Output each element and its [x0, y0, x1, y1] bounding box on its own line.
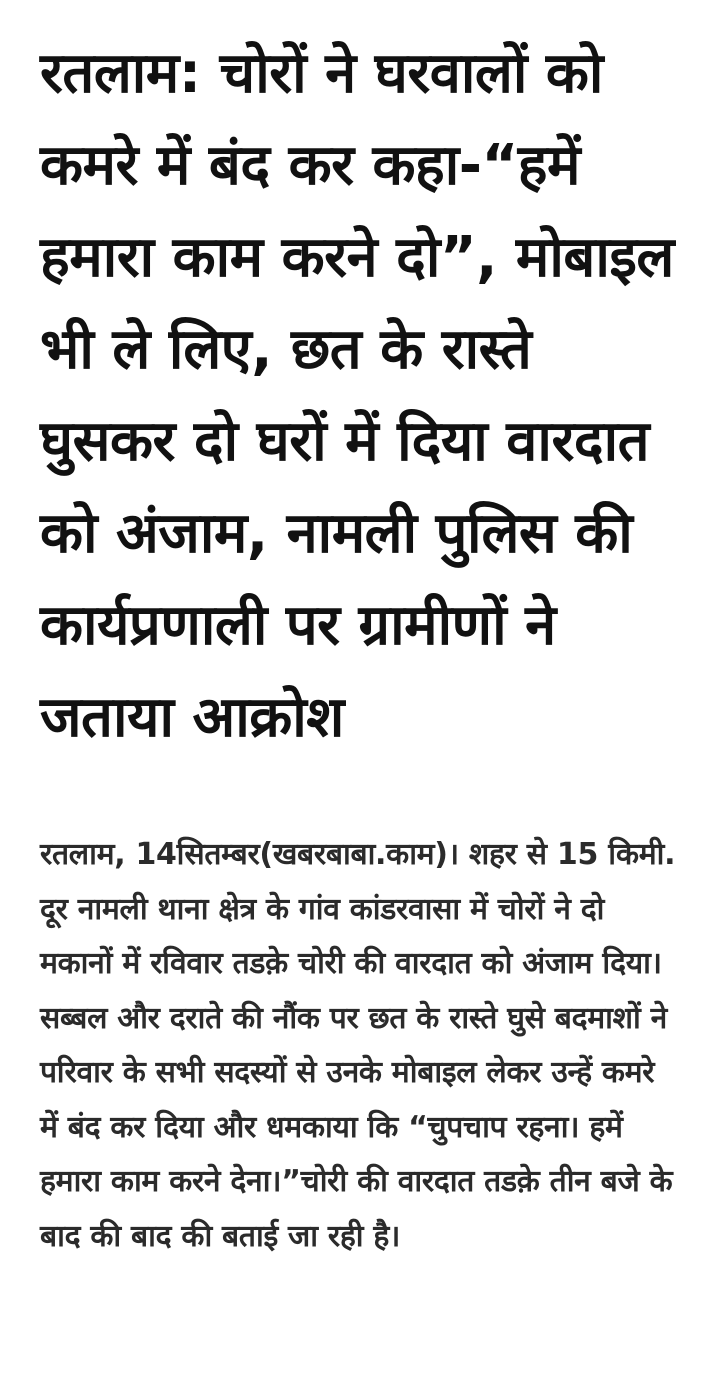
article-headline: रतलाम: चोरों ने घरवालों को कमरे में बंद कर कहा-“हमें हमारा काम करने दो”, मोबाइल भी ले लिए, छत के रास्ते घुसकर दो घरों में दिया वारदात को अंजाम, नामली पुलिस की कार्यप्रणाली पर ग्रामीणों ने जताया आक्रोश — [40, 41, 674, 750]
article-body: रतलाम, 14सितम्बर(खबरबाबा.काम)। शहर से 15 किमी. दूर नामली थाना क्षेत्र के गांव कांडरवासा में चोरों ने दो मकानों में रविवार तडक़े चोरी की वारदात को अंजाम दिया। सब्बल और दराते की नौंक पर छत के रास्ते घुसे बदमाशों ने परिवार के सभी सदस्यों से उनके मोबाइल लेकर उन्हें कमरे में बंद कर दिया और धमकाया कि “चुपचाप रहना। हमें हमारा काम करने देना।”चोरी की वारदात तडक़े तीन बजे के बाद की बाद की बताई जा रही है। — [40, 837, 676, 1254]
article — [40, 28, 680, 1264]
